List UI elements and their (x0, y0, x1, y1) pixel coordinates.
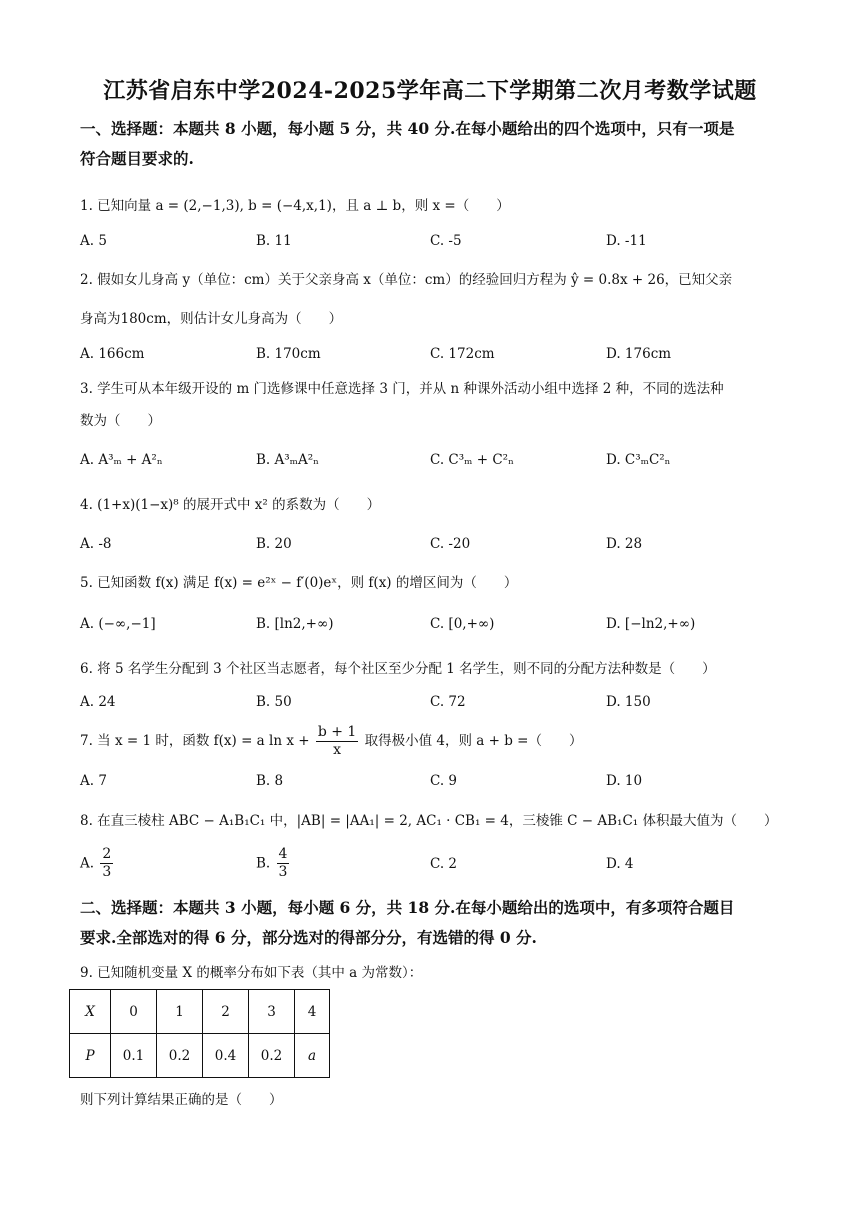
q4-option-a: A. -8 (80, 536, 112, 552)
question-8: 8. 在直三棱柱 ABC − A₁B₁C₁ 中，|AB| = |AA₁| = 2, AC₁ · CB₁ = 4，三棱锥 C − AB₁C₁ 体积最大值为（ ） (80, 813, 778, 829)
q8-option-b-fraction (277, 846, 290, 881)
q1-option-b: B. 11 (256, 233, 292, 249)
q8-option-b-label: B. (256, 855, 271, 872)
table-cell: 2 (203, 990, 249, 1034)
question-4-options (80, 536, 785, 558)
q6-option-b: B. 50 (256, 694, 292, 710)
q8-b-denominator: 3 (278, 864, 288, 880)
table-cell: 1 (157, 990, 203, 1034)
table-row (70, 1034, 330, 1078)
q2-option-d: D. 176cm (606, 346, 672, 362)
page-title: 江苏省启东中学2024-2025学年高二下学期第二次月考数学试题 (103, 78, 757, 104)
q5-option-c: C. [0,+∞) (430, 616, 495, 632)
q8-option-d: D. 4 (606, 856, 634, 872)
q5-option-d: D. [−ln2,+∞) (606, 616, 696, 632)
q7-fraction-numerator: b + 1 (317, 724, 357, 740)
table-cell: 3 (249, 990, 295, 1034)
q8-a-numerator: 2 (102, 846, 112, 862)
table-cell: 4 (295, 990, 330, 1034)
question-6-options (80, 694, 785, 716)
q7-option-c: C. 9 (430, 773, 458, 789)
q4-option-c: C. -20 (430, 536, 471, 552)
q6-option-c: C. 72 (430, 694, 466, 710)
q7-fraction-denominator: x (333, 742, 342, 758)
q4-option-b: B. 20 (256, 536, 292, 552)
section-1-line-1: 一、选择题：本题共 8 小题，每小题 5 分，共 40 分.在每小题给出的四个选项中，只有一项是 (80, 119, 735, 138)
q8-a-denominator: 3 (102, 864, 112, 880)
q6-option-d: D. 150 (606, 694, 651, 710)
question-8-options (80, 846, 785, 886)
q7-fraction (316, 724, 359, 759)
section-2-heading (80, 893, 785, 953)
question-2-line-2: 身高为180cm，则估计女儿身高为（ ） (80, 311, 343, 327)
table-cell: 0.1 (111, 1034, 157, 1078)
question-5: 5. 已知函数 f(x) 满足 f(x) = e²ˣ − f′(0)eˣ，则 f(x) 的增区间为（ ） (80, 575, 518, 591)
section-1-line-2: 符合题目要求的. (80, 149, 194, 168)
q7-text-pre: 7. 当 x = 1 时，函数 f(x) = a ln x + (80, 733, 314, 749)
question-1-options (80, 233, 785, 255)
q8-option-a-label: A. (80, 855, 95, 872)
question-1: 1. 已知向量 a = (2,−1,3), b = (−4,x,1)，且 a ⊥ b，则 x =（ ） (80, 198, 510, 214)
table-cell: a (295, 1034, 330, 1078)
question-6: 6. 将 5 名学生分配到 3 个社区当志愿者，每个社区至少分配 1 名学生，则不同的分配方法种数是（ ） (80, 661, 716, 677)
table-row (70, 990, 330, 1034)
table-cell: P (70, 1034, 111, 1078)
q7-option-b: B. 8 (256, 773, 284, 789)
q8-option-b (256, 846, 291, 881)
section-2-line-1: 二、选择题：本题共 3 小题，每小题 6 分，共 18 分.在每小题给出的选项中，有多项符合题目 (80, 898, 735, 917)
q6-option-a: A. 24 (80, 694, 116, 710)
q7-option-a: A. 7 (80, 773, 107, 789)
q8-b-numerator: 4 (278, 846, 288, 862)
table-cell: X (70, 990, 111, 1034)
q8-option-a-fraction (100, 846, 113, 881)
q3-option-b: B. A³ₘA²ₙ (256, 452, 319, 468)
question-2-line-1: 2. 假如女儿身高 y（单位：cm）关于父亲身高 x（单位：cm）的经验回归方程为 ŷ = 0.8x + 26，已知父亲 (80, 272, 733, 288)
question-7 (80, 724, 785, 759)
question-7-options (80, 773, 785, 795)
question-4: 4. (1+x)(1−x)⁸ 的展开式中 x² 的系数为（ ） (80, 497, 381, 513)
question-9: 9. 已知随机变量 X 的概率分布如下表（其中 a 为常数）： (80, 965, 423, 981)
q2-option-c: C. 172cm (430, 346, 495, 362)
probability-distribution-table (69, 989, 330, 1078)
table-cell: 0 (111, 990, 157, 1034)
q4-option-d: D. 28 (606, 536, 643, 552)
table-cell: 0.2 (157, 1034, 203, 1078)
section-2-line-2: 要求.全部选对的得 6 分，部分选对的得部分分，有选错的得 0 分. (80, 928, 537, 947)
q1-option-a: A. 5 (80, 233, 107, 249)
question-2-options (80, 346, 785, 368)
q3-option-a: A. A³ₘ + A²ₙ (80, 452, 163, 468)
question-3-line-2: 数为（ ） (80, 413, 161, 429)
q1-option-d: D. -11 (606, 233, 647, 249)
q5-option-a: A. (−∞,−1] (80, 616, 156, 632)
q8-option-c: C. 2 (430, 856, 458, 872)
table-cell: 0.4 (203, 1034, 249, 1078)
section-1-heading (80, 114, 785, 174)
q1-option-c: C. -5 (430, 233, 462, 249)
q8-option-a (80, 846, 115, 881)
question-9-followup: 则下列计算结果正确的是（ ） (80, 1092, 283, 1108)
q2-option-b: B. 170cm (256, 346, 321, 362)
q5-option-b: B. [ln2,+∞) (256, 616, 334, 632)
q7-text-post: 取得极小值 4，则 a + b =（ ） (360, 733, 583, 749)
question-3-line-1: 3. 学生可从本年级开设的 m 门选修课中任意选择 3 门，并从 n 种课外活动小组中选择 2 种，不同的选法种 (80, 381, 724, 397)
question-3-options (80, 452, 785, 474)
q3-option-c: C. C³ₘ + C²ₙ (430, 452, 514, 468)
question-5-options (80, 616, 785, 638)
table-cell: 0.2 (249, 1034, 295, 1078)
q2-option-a: A. 166cm (80, 346, 145, 362)
q3-option-d: D. C³ₘC²ₙ (606, 452, 671, 468)
q7-option-d: D. 10 (606, 773, 643, 789)
